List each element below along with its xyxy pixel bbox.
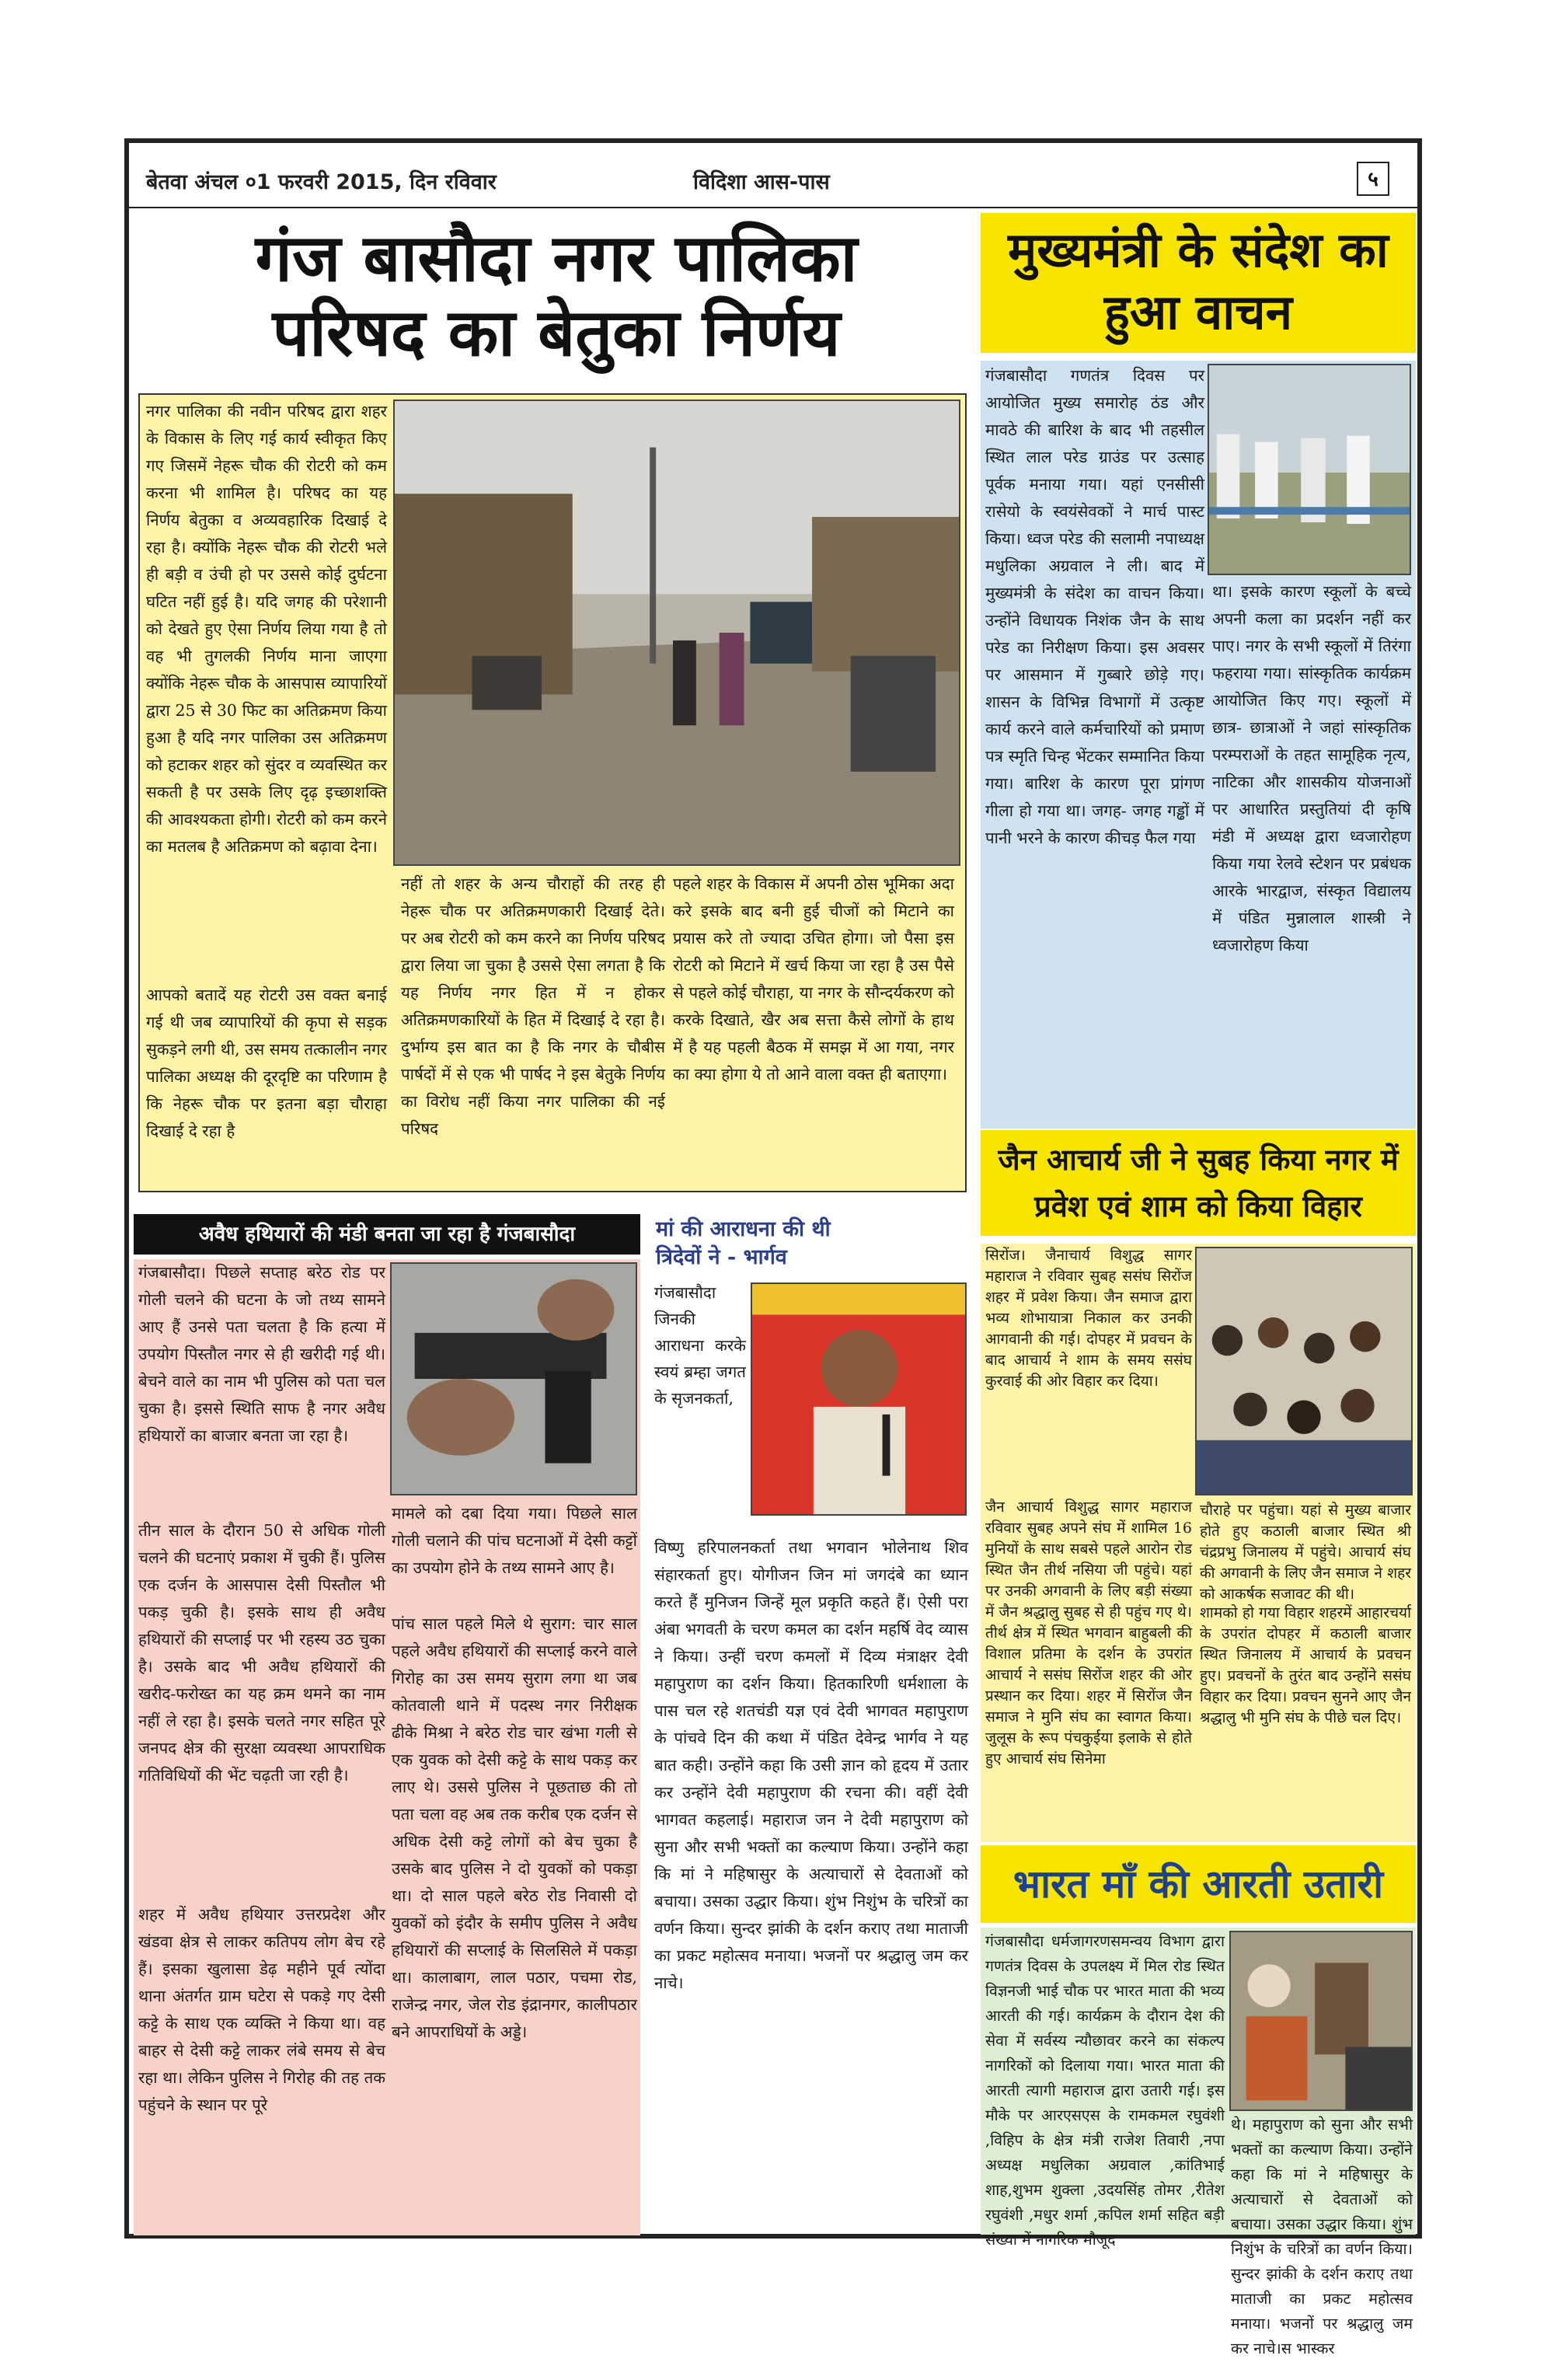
arms-col1b: तीन साल के दौरान 50 से अधिक गोली चलने की घटनाएं प्रकाश में चुकी हैं। पुलिस एक दर्जन के आसपास देसी पिस्तौल भी पकड़ चुकी है। इसके साथ ही अवैध हथियारों की सप्लाई पर भी रहस्य उठ चुका है। उसके बाद भी अवैध हथियारों की खरीद-फरोख्त का यह क्रम थमने का नाम नहीं ले रहा है। इसके चलते नगर सहित पूरे जनपद क्षेत्र की सुरक्षा व्यवस्था आपराधिक गतिविधियों की भेंट चढ़ती जा रही है। <box>138 1521 385 1785</box>
main-headline-line1: गंज बासौदा नगर पालिका <box>255 219 858 296</box>
arms-col2b: पांच साल पहले मिले थे सुराग: चार साल पहले अवैध हथियारों की सप्लाई करने वाले गिरोह का उस समय सुराग लगा था जब कोतवाली थाने में पदस्थ नगर निरीक्षक ढीके मिश्रा ने बरेठ रोड चार खंभा गली से एक युवक को देसी कट्टे के साथ पकड़ कर लाए थे। उससे पुलिस ने पूछताछ की तो पता चला वह अब तक करीब एक दर्जन से अधिक देसी कट्टे लोगों को बेच चुका है उसके बाद पुलिस ने दो युवकों को पकड़ा था। दो साल पहले बरेठ रोड निवासी दो युवकों को इंदौर के समीप पुलिस ने अवैध हथियारों की सप्लाई के सिलसिले में पकड़ा था। कालाबाग, लाल पठार, पचमा रोड, राजेन्द्र नगर, जेल रोड इंद्रानगर, कालीपठार बने आपराधियों के अड्डे। <box>392 1614 637 2041</box>
jain-col2b: शामको हो गया विहार शहरमें आहारचर्या के उपरांत दोपहर में कठाली बाजार स्थित जिनालय में आचार्य के प्रवचन हुए। प्रवचनों के तुरंत बाद उन्होंने ससंघ विहार कर दिया। प्रवचन सुनने आए जैन श्रद्धालु भी मुनि संघ के पीछे चल दिए। <box>1200 1604 1411 1726</box>
newspaper-page <box>124 138 1422 2357</box>
procession-photo <box>1195 1247 1413 1495</box>
header-rule <box>129 207 1417 208</box>
jain-headline-line1: जैन आचार्य जी ने सुबह किया नगर में <box>998 1142 1399 1177</box>
pistol-photo <box>390 1262 637 1495</box>
street-photo <box>393 400 960 866</box>
bhargav-headline-box <box>648 1209 974 1279</box>
bhargav-headline-line2: त्रिदेवों ने - भार्गव <box>656 1245 787 1269</box>
cm-headline-line2: हुआ वाचन <box>1103 284 1293 340</box>
aarti-story-box <box>981 1928 1416 2357</box>
parade-photo <box>1208 364 1411 575</box>
jain-col2: चौराहे पर पहुंचा। यहां से मुख्य बाजार होते हुए कठाली बाजार स्थित श्री चंद्रप्रभु जिनालय में पहुंचे। आचार्य संघ की अगवानी के लिए जैन समाज ने शहर को आकर्षक सजावट की थी। <box>1200 1502 1411 1603</box>
cm-story-box <box>981 361 1416 1129</box>
jain-headline-box <box>981 1130 1416 1236</box>
aarti-col1: गंजबासौदा धर्मजागरणसमन्वय विभाग द्वारा गणतंत्र दिवस के उपलक्ष्य में मिल रोड स्थित विज्ञनजी भाई चौक पर भारत माता की भव्य आरती की गई। कार्यक्रम के दौरान देश की सेवा में सर्वस्य न्यौछावर करने का संकल्प नागरिकों को दिलाया गया। भारत माता की आरती त्यागी महाराज द्वारा उतारी गई। इस मौके पर आरएसएस के रामकमल रघुवंशी ,विहिप के क्षेत्र मंत्री राजेश तिवारी ,नपा अध्यक्ष मधुलिका अग्रवाल ,कांतिभाई शाह,शुभम शुक्ला ,उदयसिंह तोमर ,रीतेश रघुवंशी ,मधुर शर्मा ,कपिल शर्मा सहित बड़ी संख्या में नागरिक मौजूद <box>985 1932 1225 2249</box>
arms-col1c: शहर में अवैध हथियार उत्तरप्रदेश और खंडवा क्षेत्र से लाकर कतिपय लोग बेच रहे हैं। इसका खुलासा डेढ़ महीने पूर्व त्योंदा थाना अंतर्गत ग्राम घटेरा से पकड़े गए देसी कट्टे के साथ एक व्यक्ति ने किया था। वह बाहर से देसी कट्टे लाकर लंबे समय से बेच रहा था। लेकिन पुलिस ने गिरोह की तह तक पहुंचने के स्थान पर पूरे <box>138 1905 385 2114</box>
header-section: विदिशा आस-पास <box>693 170 830 194</box>
main-col1: नगर पालिका की नवीन परिषद द्वारा शहर के विकास के लिए गई कार्य स्वीकृत किए गए जिसमें नेहरू चौक की रोटरी को कम करना भी शामिल है। परिषद का यह निर्णय बेतुका व अव्यवहारिक दिखाई दे रहा है। क्योंकि नेहरू चौक की रोटरी भले ही बड़ी व उंची हो पर उससे कोई दुर्घटना घटित नहीं हुई है। यदि जगह की परेशानी को देखते हुए ऐसा निर्णय लिया गया है तो वह भी तुगलकी निर्णय माना जाएगा क्योंकि नेहरू चौक के आसपास व्यापारियों द्वारा 25 से 30 फिट का अतिक्रमण किया हुआ है यदि नगर पालिका उस अतिक्रमण को हटाकर शहर को सुंदर व व्यवस्थित कर सकती है पर उसके लिए दृढ़ इच्छाशक्ति की आवश्यकता होगी। रोटरी को कम करने का मतलब है अतिक्रमण को बढ़ावा देना। <box>146 402 387 856</box>
main-col1b: आपको बतादें यह रोटरी उस वक्त बनाई गई थी जब व्यापारियों की कृपा से सड़क सुकड़ने लगी थी, उस समय तत्कालीन नगर पालिका अध्यक्ष की दूरदृष्टि का परिणाम है कि नेहरू चौक पर इतना बड़ा चौराहा दिखाई दे रहा है <box>146 986 387 1140</box>
cm-col2: था। इसके कारण स्कूलों के बच्चे अपनी कला का प्रदर्शन नहीं कर पाए। नगर के सभी स्कूलों में तिरंगा फहराया गया। सांस्कृतिक कार्यक्रम आयोजित किए गए। स्कूलों में छात्र- छात्राओं ने जहां सांस्कृतिक परम्पराओं के तहत सामूहिक नृत्य, नाटिका और शासकीय योजनाओं पर आधारित प्रस्तुतियां दी कृषि मंडी में अध्यक्ष द्वारा ध्वजारोहण किया गया रेलवे स्टेशन पर प्रबंधक आरके भारद्वाज, संस्कृत विद्यालय में पंडित मुन्नालाल शास्त्री ने ध्वजारोहण किया <box>1212 582 1411 954</box>
main-story-box <box>138 393 967 1192</box>
aarti-headline-box <box>981 1845 1416 1923</box>
arms-headline: अवैध हथियारों की मंडी बनता जा रहा है गंजबासौदा <box>134 1214 640 1255</box>
aarti-headline: भारत माँ की आरती उतारी <box>1013 1861 1384 1907</box>
main-headline <box>145 221 968 370</box>
aarti-col2: थे। महापुराण को सुना और सभी भक्तों का कल्याण किया। उन्होंने कहा कि मां ने महिषासुर के अत्याचारों से देवताओं को बचाया। उसका उद्धार किया। शुंभ निशुंभ के चरित्रों का वर्णन किया। सुन्दर झांकी के दर्शन कराए तथा माताजी का प्रकट महोत्सव मनाया। भजनों पर श्रद्धालु जम कर नाचे।स भास्कर <box>1231 2116 1413 2357</box>
jain-headline <box>981 1130 1416 1230</box>
jain-story-box <box>981 1244 1416 1842</box>
page-number: ५ <box>1357 162 1389 196</box>
jain-col1b: जैन आचार्य विशुद्ध सागर महाराज रविवार सुबह अपने संघ में शामिल 16 मुनियों के साथ सबसे पहले आरोन रोड स्थित जैन तीर्थ नसिया जी पहुंचे। यहां पर उनकी अगवानी के लिए बड़ी संख्या में जैन श्रद्धालु सुबह से ही पहुंच गए थे। तीर्थ क्षेत्र में स्थित भगवान बाहुबली की विशाल प्रतिमा के दर्शन के उपरांत आचार्य ने ससंघ सिरोंज शहर की ओर प्रस्थान कर दिया। शहर में सिरोंज जैन समाज ने मुनि संघ का स्वागत किया। जुलूस के रूप पंचकुईया इलाके से होते हुए आचार्य संघ सिनेमा <box>985 1499 1192 1768</box>
bhargav-intro: गंजबासौदा जिनकी आराधना करके स्वयं ब्रम्हा जगत के सृजनकर्ता, <box>654 1283 746 1408</box>
jain-headline-line2: प्रवेश एवं शाम को किया विहार <box>1034 1188 1362 1223</box>
cm-headline-box <box>981 213 1416 353</box>
bhargav-col: विष्णु हरिपालनकर्ता तथा भगवान भोलेनाथ शिव संहारकर्ता हुए। योगीजन जिन मां जगदंबे का ध्यान करते हैं मुनिजन जिन्हें मूल प्रकृति कहते हैं। ऐसी परा अंबा भगवती के चरण कमल का दर्शन महर्षि वेद व्यास ने किया। उन्हीं चरण कमलों में दिव्य मंत्राक्षर देवी महापुराण का दर्शन किया। हितकारिणी धर्मशाला के पास चल रहे शतचंडी यज्ञ एवं देवी भागवत महापुराण के पांचवे दिन की कथा में पंडित देवेन्द्र भार्गव ने यह बात कही। उन्होंने कहा कि उसी ज्ञान को हृदय में उतार कर उन्होंने देवी महापुराण की रचना की। वहीं देवी भागवत कहलाई। महाराज जन ने देवी महापुराण को सुना और सभी भक्तों का कल्याण किया। उन्होंने कहा कि मां ने महिषासुर के अत्याचारों से देवताओं को बचाया। उसका उद्धार किया। शुंभ निशुंभ के चरित्रों का वर्णन किया। सुन्दर झांकी के दर्शन कराए तथा माताजी का प्रकट महोत्सव मनाया। भजनों पर श्रद्धालु जम कर नाचे। <box>654 1538 968 1992</box>
cm-col1: गंजबासौदा गणतंत्र दिवस पर आयोजित मुख्य समारोह ठंड और मावठे की बारिश के बाद भी तहसील स्थित लाल परेड ग्राउंड पर उत्साह पूर्वक मनाया गया। यहां एनसीसी रासेयो के स्वयंसेवकों ने मार्च पास्ट किया। ध्वज परेड की सलामी नपाध्यक्ष मधुलिका अग्रवाल ने ली। बाद में मुख्यमंत्री के संदेश का वाचन किया। उन्होंने विधायक निशंक जैन के साथ परेड का निरीक्षण किया। इस अवसर पर आसमान में गुब्बारे छोड़े गए। शासन के विभिन्न विभागों में उत्कृष्ट कार्य करने वाले कर्मचारियों को प्रमाण पत्र स्मृति चिन्ह भेंटकर सम्मानित किया गया। बारिश के कारण पूरा प्रांगण गीला हो गया था। जगह- जगह गड्ढों में पानी भरने के कारण कीचड़ फैल गया <box>985 366 1204 847</box>
bhargav-headline <box>648 1209 974 1272</box>
jain-col1: सिरोंज। जैनाचार्य विशुद्ध सागर महाराज ने रविवार सुबह ससंघ सिरोंज शहर में प्रवेश किया। जैन समाज द्वारा भव्य शोभायात्रा निकाल कर उनकी आगवानी की गई। दोपहर में प्रवचन के बाद आचार्य ने शाम के समय ससंघ कुरवाई की ओर विहार कर दिया। <box>985 1247 1192 1390</box>
cm-headline-line1: मुख्यमंत्री के संदेश का <box>1008 222 1389 278</box>
cm-headline <box>981 213 1416 344</box>
bhargav-headline-line1: मां की आराधना की थी <box>656 1217 831 1241</box>
arms-story-box <box>134 1259 640 2235</box>
arms-col2: मामले को दबा दिया गया। पिछले साल गोली चलाने की पांच घटनाओं में देसी कट्टों का उपयोग होने के तथ्य सामने आए है। <box>392 1504 637 1577</box>
speaker-photo <box>751 1282 967 1516</box>
header-dateline: बेतवा अंचल ०1 फरवरी 2015, दिन रविवार <box>146 170 497 194</box>
main-headline-line2: परिषद का बेतुका निर्णय <box>272 294 841 371</box>
main-col3: पहले शहर के विकास में अपनी ठोस भूमिका अदा करे इसके बाद बनी हुई चीजों को मिटाने का प्रयास करे तो ज्यादा उचित होगा। जो पैसा इस रोटरी को मिटाने में खर्च किया जा रहा है उस पैसे से पहले कोई चौराहा, या नगर के सौन्दर्यकरण को करके दिखाते, खैर अब सत्ता कैसे लोगों के हाथ में है यह पहली बैठक में समझ में आ गया, नगर का क्या होगा ये तो आने वाला वक्त ही बताएगा। <box>673 874 954 1084</box>
main-col2: नहीं तो शहर के अन्य चौराहों की तरह ही नेहरू चौक पर अतिक्रमणकारी दिखाई देते। पर अब रोटरी को कम करने का निर्णय परिषद द्वारा लिया जा चुका है उससे ऐसा लगता है कि यह निर्णय नगर हित में न होकर अतिक्रमणकारियों के हित में दिखाई दे रहा है। दुर्भाग्य इस बात का है कि नगर के चौबीस पार्षदों में से एक भी पार्षद ने इस बेतुके निर्णय का विरोध नहीं किया नगर पालिका की नई परिषद <box>401 874 665 1138</box>
arms-col1: गंजबासौदा। पिछले सप्ताह बरेठ रोड पर गोली चलने की घटना के जो तथ्य सामने आए हैं उनसे पता चलता है कि हत्या में उपयोग पिस्तौल नगर से ही खरीदी गई थी। बेचने वाले का नाम भी पुलिस को पता चल चुका है। इससे स्थिति साफ है नगर अवैध हथियारों का बाजार बनता जा रहा है। <box>138 1263 385 1445</box>
aarti-photo <box>1229 1931 1413 2111</box>
